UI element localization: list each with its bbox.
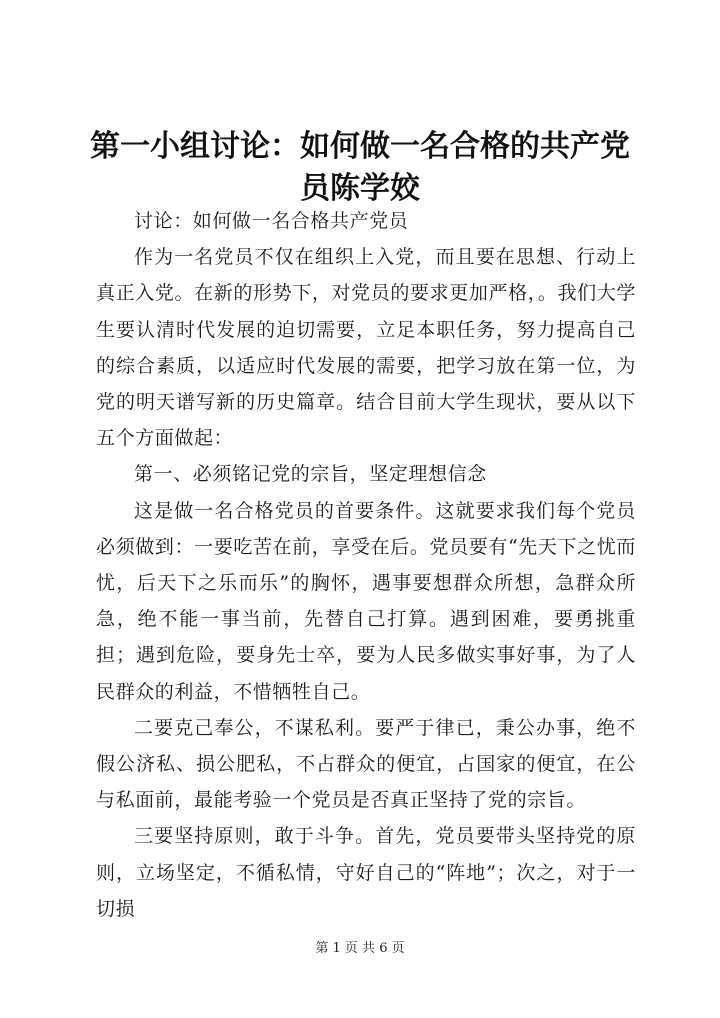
- document-body: [96, 203, 636, 927]
- document-title: 第一小组讨论：如何做一名合格的共产党员陈学姣: [90, 129, 630, 206]
- page-number-footer: 第 1 页 共 6 页: [315, 941, 405, 956]
- paragraph-second-requirement: 二要克己奉公，不谋私利。要严于律已，秉公办事，绝不假公济私、损公肥私，不占群众的便宜，占国家的便宜，在公与私面前，最能考验一个党员是否真正坚持了党的宗旨。: [96, 716, 636, 812]
- paragraph-first-requirement: 这是做一名合格党员的首要条件。这就要求我们每个党员必须做到：一要吃苦在前，享受在后。党员要有“先天下之忧而忧，后天下之乐而乐”的胸怀，遇事要想群众所想，急群众所急，绝不能一事当前，先替自己打算。遇到困难，要勇挑重担；遇到危险，要身先士卒，要为人民多做实事好事，为了人民群众的利益，不惜牺牲自己。: [96, 499, 636, 703]
- paragraph-discussion-topic: 讨论：如何做一名合格共产党员: [134, 210, 409, 232]
- paragraph-third-requirement: 三要坚持原则，敢于斗争。首先，党员要带头坚持党的原则，立场坚定，不循私情，守好自己的“阵地”；次之，对于一切损: [96, 825, 636, 920]
- section-heading-first: 第一、必须铭记党的宗旨，坚定理想信念: [134, 463, 487, 486]
- paragraph-introduction: 作为一名党员不仅在组织上入党，而且要在思想、行动上真正入党。在新的形势下，对党员的要求更加严格，。我们大学生要认清时代发展的迫切需要，立足本职任务，努力提高自己的综合素质，以适应时代发展的需要，把学习放在第一位，为党的明天谱写新的历史篇章。结合目前大学生现状，要从以下五个方面做起：: [96, 246, 636, 450]
